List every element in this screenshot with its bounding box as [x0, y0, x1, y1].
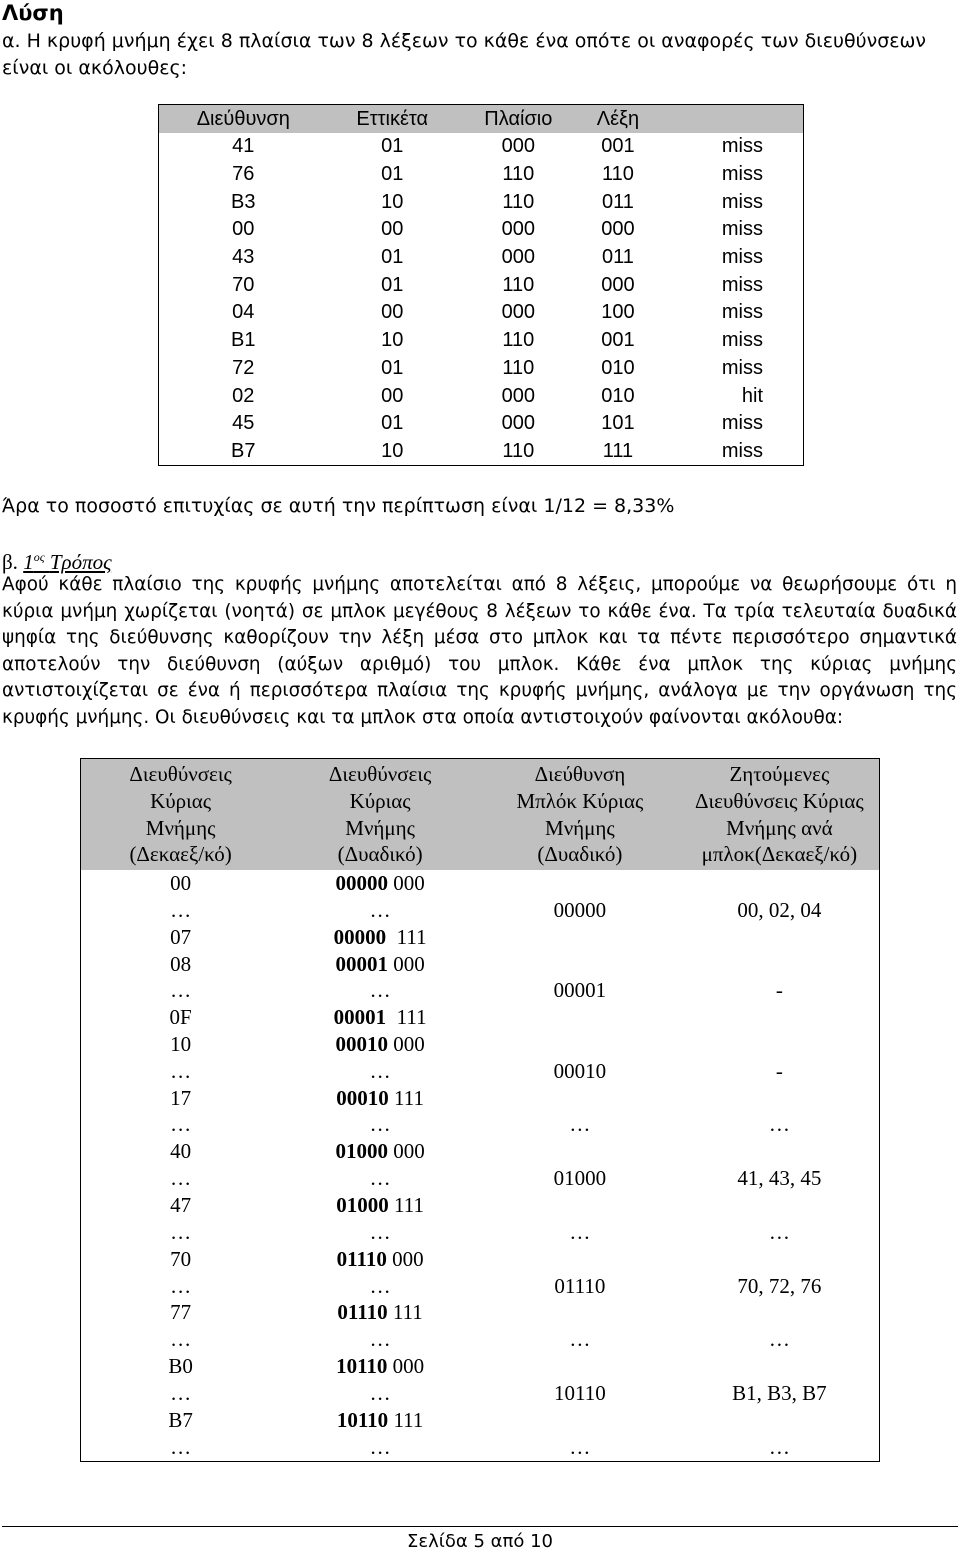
header-line: (Δυαδικό)	[337, 842, 423, 867]
header-line: Μνήμης ανά	[726, 815, 833, 840]
header-line: Μπλόκ Κύριας	[516, 788, 644, 813]
hex-last: 77	[170, 1300, 192, 1325]
column-header-result	[656, 105, 803, 134]
hex-last: B7	[168, 1407, 193, 1432]
binary-word-bits: 000	[386, 1246, 424, 1271]
header-line: Κύριας	[349, 788, 411, 813]
tag-cell: 01	[381, 163, 404, 186]
tag-cell: 01	[381, 356, 404, 379]
requested-addresses-cell: -	[775, 1058, 783, 1083]
tag-cell: 00	[381, 384, 404, 407]
result-cell: miss	[721, 273, 763, 296]
ellipsis-cell: …	[569, 1112, 591, 1137]
tag-cell: 00	[381, 301, 404, 324]
ellipsis: …	[170, 1166, 192, 1191]
ellipsis: …	[170, 1273, 192, 1298]
header-line: Μνήμης	[145, 815, 216, 840]
ellipsis-cell: …	[369, 1434, 391, 1459]
ellipsis-cell: …	[768, 1219, 790, 1244]
ellipsis: …	[170, 978, 192, 1003]
binary-block-bits: 01000	[335, 1139, 388, 1164]
frame-cell: 000	[501, 218, 536, 241]
result-cell: miss	[721, 439, 763, 462]
binary-range-cell	[280, 870, 480, 950]
tag-cell: 10	[381, 190, 404, 213]
ellipsis-cell: …	[170, 1434, 192, 1459]
header-line: Διευθύνσεις	[129, 762, 232, 786]
binary-first	[280, 1353, 480, 1380]
hex-range-cell	[81, 1246, 281, 1326]
result-cell: miss	[721, 246, 763, 269]
column-header-tag: Εττικέτα	[328, 105, 457, 134]
table-row	[159, 438, 804, 466]
address-cell: 72	[232, 356, 255, 379]
header-line: (Δυαδικό)	[537, 842, 623, 867]
address-cell: B3	[231, 190, 256, 213]
tag-cell: 01	[381, 273, 404, 296]
requested-addresses-cell: 70, 72, 76	[737, 1273, 822, 1298]
frame-cell: 000	[501, 384, 536, 407]
result-cell: miss	[721, 190, 763, 213]
ellipsis-cell: …	[768, 1434, 790, 1459]
frame-cell: 000	[501, 246, 536, 269]
table-row	[159, 410, 804, 438]
part-b-heading	[2, 544, 112, 575]
word-cell: 011	[602, 190, 634, 213]
binary-block-bits: 00000	[333, 924, 387, 949]
binary-block-bits: 01000	[336, 1192, 389, 1217]
result-cell: miss	[721, 163, 763, 186]
ellipsis-cell: …	[170, 1219, 192, 1244]
column-header-address: Διεύθυνση	[159, 105, 328, 134]
result-cell: hit	[741, 384, 763, 407]
ellipsis: …	[369, 1166, 391, 1191]
address-cell: B7	[231, 439, 256, 462]
column-header-requested-addresses	[680, 759, 880, 871]
binary-last	[280, 1407, 480, 1434]
tag-cell: 01	[381, 412, 404, 435]
binary-word-bits: 000	[388, 1139, 425, 1164]
binary-last	[280, 924, 480, 951]
frame-cell: 000	[501, 301, 536, 324]
ellipsis: …	[369, 1273, 391, 1298]
binary-range-cell	[280, 1138, 480, 1218]
hex-range-cell	[81, 951, 281, 1031]
result-cell: miss	[721, 135, 763, 158]
table-row	[81, 1138, 880, 1218]
column-header-hex-addresses	[81, 759, 281, 871]
tag-cell: 00	[381, 218, 404, 241]
ellipsis: …	[170, 897, 192, 922]
binary-word-bits: 000	[387, 1354, 425, 1379]
page-footer: Σελίδα 5 από 10	[407, 1531, 553, 1552]
hex-first: 70	[170, 1246, 192, 1271]
cache-access-table	[158, 104, 804, 466]
binary-word-bits: 111	[386, 1005, 427, 1030]
header-line: Μνήμης	[345, 815, 415, 840]
requested-addresses-cell: 00, 02, 04	[737, 897, 822, 922]
result-cell: miss	[721, 301, 763, 324]
block-address-cell: 00000	[553, 897, 607, 922]
binary-first	[280, 1246, 480, 1273]
hex-last: 47	[170, 1192, 192, 1217]
ellipsis-cell: …	[170, 1112, 192, 1137]
ellipsis-cell: …	[569, 1327, 591, 1352]
table-row	[159, 161, 804, 189]
binary-last	[280, 1192, 480, 1219]
table-header-row	[159, 105, 804, 134]
block-address-cell: 00001	[553, 978, 607, 1003]
block-address-cell: 01000	[553, 1166, 607, 1191]
ellipsis: …	[369, 1058, 391, 1083]
address-cell: 43	[232, 246, 255, 269]
intro-paragraph: α. Η κρυφή μνήμη έχει 8 πλαίσια των 8 λέξεων το κάθε ένα οπότε οι αναφορές των διευθύνσεων είναι οι ακόλουθες:	[2, 30, 927, 79]
ellipsis: …	[369, 978, 391, 1003]
table-row	[159, 327, 804, 355]
part-b-prefix: β.	[2, 550, 18, 574]
table-row	[159, 244, 804, 272]
hex-last: 17	[170, 1085, 192, 1110]
binary-block-bits: 01110	[336, 1246, 387, 1271]
word-cell: 010	[601, 384, 635, 407]
table-row	[81, 1031, 880, 1111]
word-cell: 101	[601, 412, 635, 435]
hex-last: 07	[170, 924, 192, 949]
table-row	[159, 355, 804, 383]
hex-range-cell	[81, 1031, 281, 1111]
ellipsis: …	[369, 897, 391, 922]
hex-first: 40	[170, 1139, 192, 1164]
word-cell: 011	[602, 246, 634, 269]
memory-block-mapping-table	[80, 758, 880, 1462]
header-line: Μνήμης	[545, 815, 615, 840]
method-ordinal-suffix: ος	[33, 550, 45, 564]
ellipsis-cell: …	[569, 1219, 591, 1244]
ellipsis-row	[81, 1111, 880, 1138]
hex-first: 08	[170, 951, 192, 976]
part-b-paragraph: Αφού κάθε πλαίσιο της κρυφής μνήμης αποτελείται από 8 λέξεις, μπορούμε να θεωρήσουμε ότι η κύρια μνήμη χωρίζεται (νοητά) σε μπλοκ μεγέθους 8 λέξεων το κάθε ένα. Τα τρία τελευταία δυαδικά ψηφία της διεύθυνσης καθορίζουν την λέξη μέσα στο μπλοκ και τα πέντε περισσότερο σημαντικά αποτελούν την διεύθυνση (αύξων αριθμό) του μπλοκ. Κάθε ένα μπλοκ της κύριας μνήμης αντιστοιχίζεται σε ένα ή περισσότερα πλαίσια της κρυφής μνήμης, ανάλογα με την οργάνωση της κρυφής μνήμης. Οι διευθύνσεις και τα μπλοκ στα οποία αντιστοιχούν φαίνονται ακόλουθα:	[2, 574, 957, 728]
header-line: Διευθύνσεις Κύριας	[695, 788, 864, 813]
binary-word-bits: 111	[388, 1407, 424, 1432]
hex-range-cell	[81, 1138, 281, 1218]
header-line: Κύριας	[150, 788, 212, 813]
binary-block-bits: 00010	[335, 1031, 388, 1056]
hex-first: 00	[170, 871, 192, 896]
binary-word-bits: 000	[388, 1031, 425, 1056]
binary-block-bits: 00000	[335, 871, 388, 896]
table-row	[159, 271, 804, 299]
frame-cell: 110	[502, 273, 535, 296]
word-cell: 000	[601, 218, 635, 241]
hit-rate-text: Άρα το ποσοστό επιτυχίας σε αυτή την περίπτωση είναι 1/12 = 8,33%	[2, 495, 675, 517]
block-address-cell: 10110	[554, 1380, 606, 1405]
binary-block-bits: 00001	[333, 1005, 387, 1030]
tag-cell: 10	[381, 329, 404, 352]
page-title: Λύση	[2, 1, 64, 25]
table-row	[159, 188, 804, 216]
table-header-row	[81, 759, 880, 871]
address-cell: 02	[232, 384, 255, 407]
table-row	[159, 133, 804, 161]
ellipsis-cell: …	[768, 1327, 790, 1352]
header-line: Διευθύνσεις	[328, 762, 432, 786]
address-cell: 04	[232, 301, 255, 324]
binary-first	[280, 870, 480, 897]
frame-cell: 110	[502, 329, 535, 352]
column-header-block-address	[480, 759, 680, 871]
binary-block-bits: 10110	[336, 1407, 389, 1432]
requested-addresses-cell: B1, B3, B7	[732, 1380, 827, 1405]
binary-block-bits: 00010	[336, 1085, 389, 1110]
binary-block-bits: 00001	[335, 951, 388, 976]
frame-cell: 110	[502, 356, 535, 379]
header-line: μπλοκ(Δεκαεξ/κό)	[701, 842, 858, 867]
binary-range-cell	[280, 1353, 480, 1433]
tag-cell: 01	[381, 246, 404, 269]
table-row	[81, 1246, 880, 1326]
binary-word-bits: 111	[388, 1085, 424, 1110]
address-cell: B1	[231, 329, 256, 352]
hex-first: 10	[170, 1031, 192, 1056]
footer-divider	[2, 1526, 958, 1527]
table-row	[159, 299, 804, 327]
binary-first	[280, 951, 480, 978]
binary-range-cell	[280, 1031, 480, 1111]
hex-range-cell	[81, 870, 281, 950]
address-cell: 76	[232, 163, 255, 186]
word-cell: 001	[601, 135, 635, 158]
ellipsis-cell: …	[369, 1219, 391, 1244]
requested-addresses-cell: -	[775, 978, 783, 1003]
table-row	[81, 870, 880, 950]
ellipsis-cell: …	[768, 1112, 790, 1137]
result-cell: miss	[721, 412, 763, 435]
binary-word-bits: 111	[388, 1192, 424, 1217]
binary-word-bits: 000	[388, 871, 425, 896]
word-cell: 111	[602, 439, 634, 462]
frame-cell: 000	[501, 135, 536, 158]
binary-word-bits: 111	[387, 1300, 423, 1325]
binary-first	[280, 1138, 480, 1165]
requested-addresses-cell: 41, 43, 45	[737, 1166, 822, 1191]
binary-block-bits: 01110	[337, 1300, 388, 1325]
binary-first	[280, 1031, 480, 1058]
table-row	[159, 382, 804, 410]
address-cell: 41	[232, 135, 255, 158]
address-cell: 45	[232, 412, 255, 435]
hex-last: 0F	[169, 1005, 192, 1030]
result-cell: miss	[721, 356, 763, 379]
binary-last	[280, 1085, 480, 1112]
frame-cell: 110	[502, 190, 535, 213]
result-cell: miss	[721, 218, 763, 241]
address-cell: 70	[232, 273, 255, 296]
hex-first: B0	[168, 1354, 193, 1379]
binary-range-cell	[280, 951, 480, 1031]
ellipsis: …	[170, 1058, 192, 1083]
word-cell: 110	[602, 163, 634, 186]
ellipsis-cell: …	[369, 1112, 391, 1137]
frame-cell: 110	[502, 439, 535, 462]
ellipsis: …	[170, 1380, 192, 1405]
block-address-cell: 00010	[553, 1058, 607, 1083]
column-header-frame: Πλαίσιο	[457, 105, 580, 134]
binary-last	[280, 1299, 480, 1326]
ellipsis: …	[369, 1380, 391, 1405]
column-header-word: Λέξη	[580, 105, 656, 134]
binary-block-bits: 10110	[336, 1354, 388, 1379]
frame-cell: 000	[501, 412, 536, 435]
ellipsis-row	[81, 1326, 880, 1353]
word-cell: 010	[601, 356, 635, 379]
header-line: Διεύθυνση	[534, 762, 626, 786]
binary-last	[280, 1004, 480, 1031]
table-row	[81, 1353, 880, 1433]
block-address-cell: 01110	[554, 1273, 606, 1298]
word-cell: 100	[601, 301, 635, 324]
table-row	[81, 951, 880, 1031]
method-word: Τρόπος	[49, 550, 112, 574]
header-line: Ζητούμενες	[729, 762, 830, 786]
header-line: (Δεκαεξ/κό)	[129, 842, 232, 867]
method-number: 1	[23, 550, 34, 574]
column-header-binary-addresses	[280, 759, 480, 871]
address-cell: 00	[232, 218, 255, 241]
hex-range-cell	[81, 1353, 281, 1433]
word-cell: 000	[601, 273, 635, 296]
binary-range-cell	[280, 1246, 480, 1326]
table-row	[159, 216, 804, 244]
binary-word-bits: 111	[386, 924, 427, 949]
tag-cell: 01	[381, 135, 404, 158]
ellipsis-cell: …	[569, 1434, 591, 1459]
ellipsis-row	[81, 1219, 880, 1246]
ellipsis-row	[81, 1434, 880, 1462]
ellipsis-cell: …	[170, 1327, 192, 1352]
method-title	[23, 550, 111, 574]
result-cell: miss	[721, 329, 763, 352]
ellipsis-cell: …	[369, 1327, 391, 1352]
frame-cell: 110	[502, 163, 535, 186]
tag-cell: 10	[381, 439, 404, 462]
word-cell: 001	[601, 329, 635, 352]
binary-word-bits: 000	[388, 951, 425, 976]
